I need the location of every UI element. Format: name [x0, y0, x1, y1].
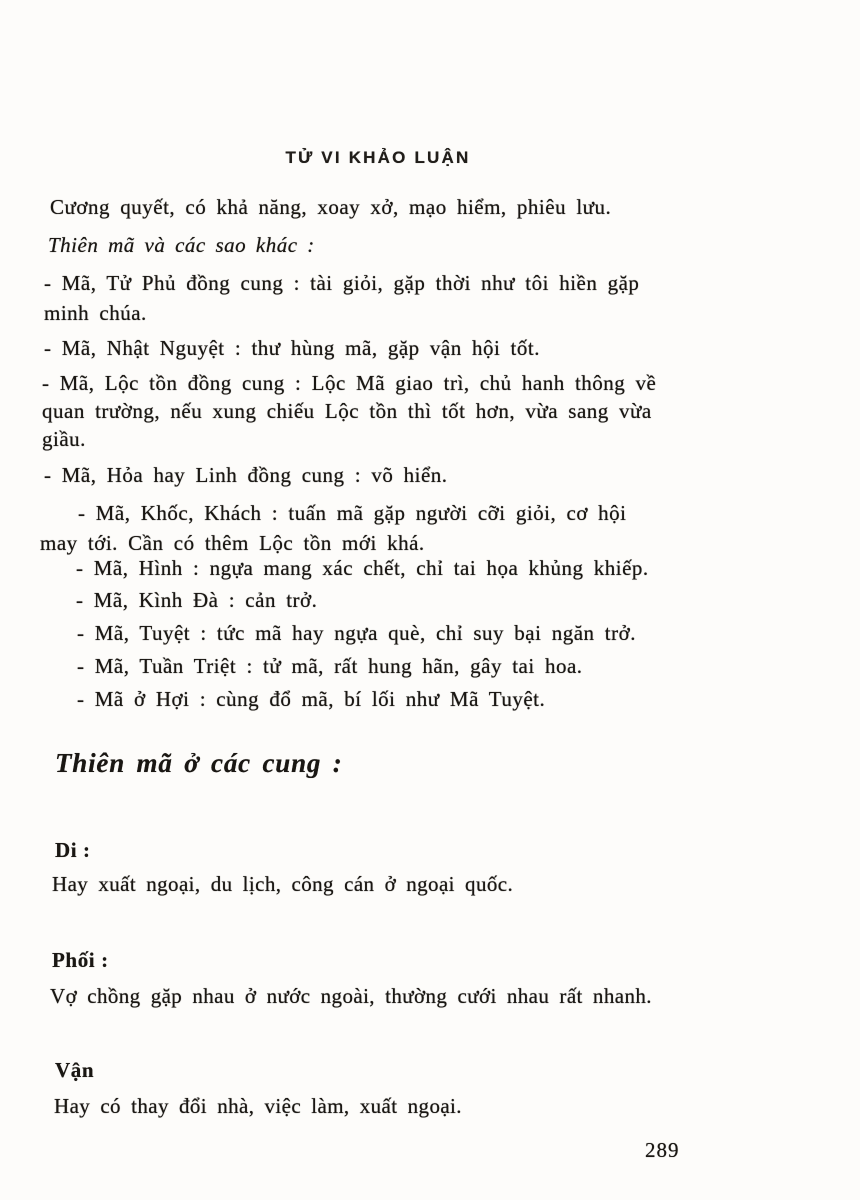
list-item	[76, 553, 649, 583]
intro-paragraph	[50, 192, 611, 222]
list-item	[76, 585, 317, 615]
list-item	[44, 460, 448, 490]
text-line: may tới. Cần có thêm Lộc tồn mới khá.	[40, 531, 425, 555]
entry-label-phoi: Phối :	[52, 948, 109, 972]
text-line: giầu.	[42, 427, 86, 451]
text-line: - Mã, Lộc tồn đồng cung : Lộc Mã giao trì, chủ hanh thông về	[42, 371, 657, 395]
entry-text-di: Hay xuất ngoại, du lịch, công cán ở ngoại quốc.	[52, 872, 514, 896]
text-line: - Mã, Nhật Nguyệt : thư hùng mã, gặp vận hội tốt.	[44, 336, 540, 360]
section1-heading: Thiên mã và các sao khác :	[48, 233, 315, 257]
list-item	[42, 369, 656, 453]
section2-heading: Thiên mã ở các cung :	[55, 748, 343, 778]
entry-label-van: Vận	[55, 1058, 95, 1082]
list-item	[44, 268, 639, 328]
list-item	[77, 684, 545, 714]
text-line: minh chúa.	[44, 301, 147, 325]
list-item	[44, 333, 540, 363]
text-line: Cương quyết, có khả năng, xoay xở, mạo hiểm, phiêu lưu.	[50, 195, 612, 219]
text-line: - Mã, Tử Phủ đồng cung : tài giỏi, gặp thời như tôi hiền gặp	[44, 271, 640, 295]
page-number: 289	[645, 1138, 680, 1162]
list-item	[77, 651, 583, 681]
text-line: - Mã, Khốc, Khách : tuấn mã gặp người cỡi giỏi, cơ hội	[78, 501, 627, 525]
list-item	[40, 498, 627, 558]
entry-text-phoi: Vợ chồng gặp nhau ở nước ngoài, thường cưới nhau rất nhanh.	[50, 984, 652, 1008]
text-line: - Mã, Kình Đà : cản trở.	[76, 588, 318, 612]
entry-text-van: Hay có thay đổi nhà, việc làm, xuất ngoại.	[54, 1094, 462, 1118]
text-line: - Mã, Hỏa hay Linh đồng cung : võ hiển.	[44, 463, 448, 487]
text-line: quan trường, nếu xung chiếu Lộc tồn thì tốt hơn, vừa sang vừa	[42, 399, 652, 423]
text-line: - Mã, Tuyệt : tức mã hay ngựa què, chỉ suy bại ngăn trở.	[77, 621, 636, 645]
page-title: TỬ VI KHẢO LUẬN	[285, 148, 471, 167]
text-line: - Mã ở Hợi : cùng đổ mã, bí lối như Mã Tuyệt.	[77, 687, 546, 711]
entry-label-di: Di :	[55, 838, 91, 862]
text-line: - Mã, Tuần Triệt : tử mã, rất hung hãn, gây tai hoa.	[77, 654, 583, 678]
text-line: - Mã, Hình : ngựa mang xác chết, chỉ tai họa khủng khiếp.	[76, 556, 649, 580]
list-item	[77, 618, 636, 648]
